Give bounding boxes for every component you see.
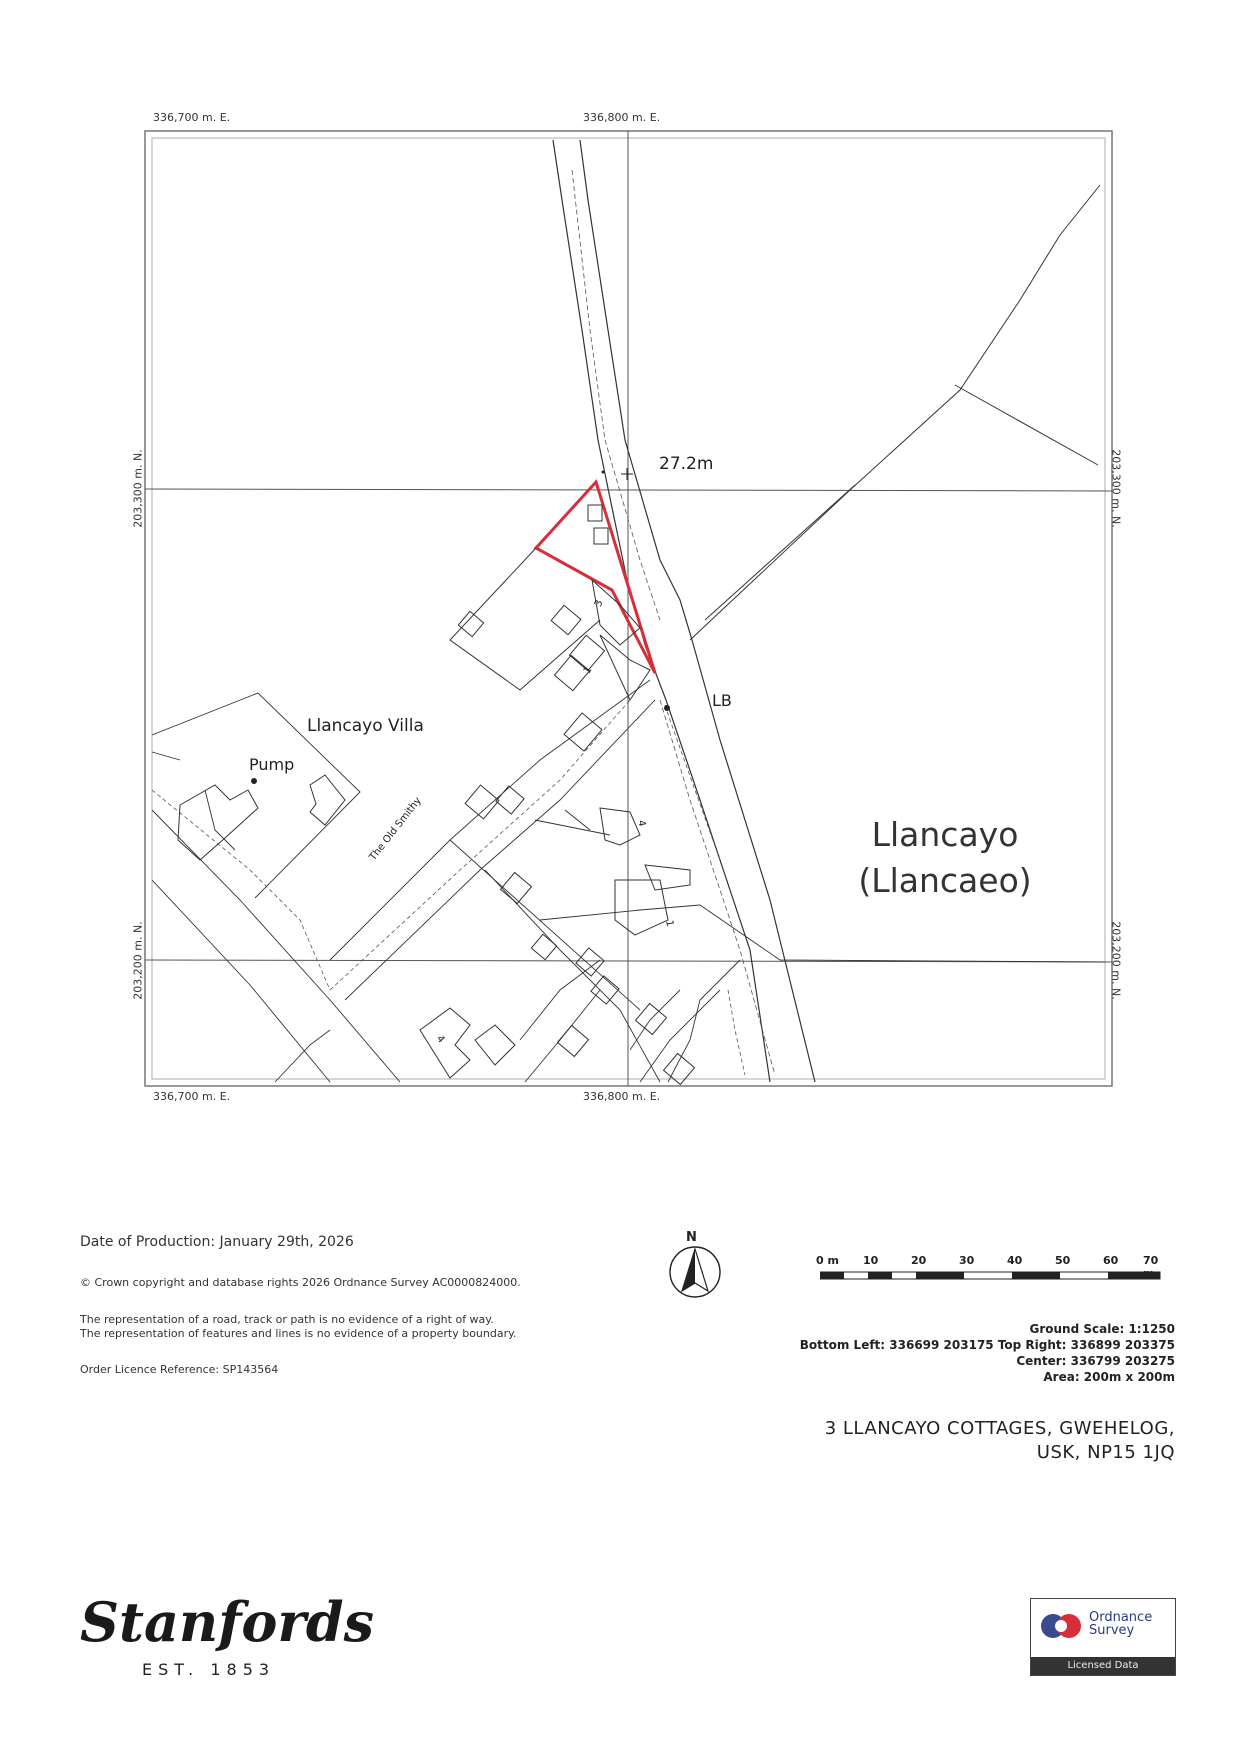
pump-label: Pump bbox=[249, 755, 295, 774]
ground-center: Center: 336799 203275 bbox=[1016, 1354, 1175, 1368]
scale-label-10: 10 bbox=[863, 1254, 879, 1267]
easting-bottom-2: 336,800 m. E. bbox=[583, 1090, 661, 1103]
villa-buildings bbox=[178, 775, 345, 860]
boundary-note: The representation of features and lines is no evidence of a property boundary. bbox=[80, 1327, 517, 1340]
northing-left-2: 203,200 m. N. bbox=[131, 921, 145, 1000]
easting-top-1: 336,700 m. E. bbox=[153, 111, 231, 124]
os-logo-icon bbox=[1039, 1611, 1083, 1641]
ground-scale: Ground Scale: 1:1250 bbox=[1029, 1322, 1175, 1336]
address-line2: USK, NP15 1JQ bbox=[1036, 1442, 1175, 1463]
villa-label: Llancayo Villa bbox=[307, 716, 424, 736]
scale-label-30: 30 bbox=[959, 1254, 975, 1267]
stanfords-logo: Stanfords bbox=[80, 1590, 375, 1654]
ground-area: Area: 200m x 200m bbox=[1043, 1370, 1175, 1384]
house-number-4b: 4 bbox=[433, 1033, 447, 1046]
place-name-line2: (Llancaeo) bbox=[858, 861, 1032, 900]
spot-height-cross bbox=[621, 468, 633, 480]
northing-right-2: 203,200 m. N. bbox=[1109, 921, 1123, 1000]
pump-marker bbox=[251, 778, 257, 784]
north-arrow-icon bbox=[668, 1245, 722, 1299]
spot-height-dot bbox=[602, 471, 605, 474]
northing-left-1: 203,300 m. N. bbox=[131, 449, 145, 528]
scale-label-60: 60 bbox=[1103, 1254, 1119, 1267]
property-address bbox=[700, 1417, 1175, 1465]
copyright-text: © Crown copyright and database rights 2026 Ordnance Survey AC0000824000. bbox=[80, 1276, 521, 1289]
easting-top-2: 336,800 m. E. bbox=[583, 111, 661, 124]
house-number-3: 3 bbox=[592, 598, 606, 609]
scale-label-50: 50 bbox=[1055, 1254, 1071, 1267]
ground-corners: Bottom Left: 336699 203175 Top Right: 336899 203375 bbox=[799, 1338, 1175, 1352]
place-name-line1: Llancayo bbox=[871, 815, 1019, 854]
spot-height-label: 27.2m bbox=[659, 454, 714, 474]
road-verge bbox=[572, 170, 775, 1075]
stanfords-est bbox=[142, 1660, 275, 1679]
licence-reference: Order Licence Reference: SP143564 bbox=[80, 1363, 279, 1376]
os-wordmark-line1: Ordnance bbox=[1089, 1610, 1153, 1625]
lb-marker bbox=[664, 705, 670, 711]
place-name bbox=[840, 812, 1050, 904]
northing-right-1: 203,300 m. N. bbox=[1109, 449, 1123, 528]
house-number-4a: 4 bbox=[635, 819, 648, 828]
house-number-1a: 1 bbox=[581, 664, 595, 677]
scale-label-40: 40 bbox=[1007, 1254, 1023, 1267]
scale-bar-graphic bbox=[820, 1268, 1165, 1280]
os-licensed-badge bbox=[1030, 1598, 1176, 1676]
north-label: N bbox=[686, 1230, 697, 1245]
dashed-paths bbox=[152, 700, 745, 1075]
house-number-1b: 1 bbox=[663, 919, 676, 928]
os-wordmark bbox=[1089, 1611, 1152, 1637]
stanfords-est-label: EST. bbox=[142, 1660, 200, 1679]
east-track bbox=[690, 185, 1100, 640]
os-licensed-label: Licensed Data bbox=[1031, 1657, 1175, 1675]
os-wordmark-line2: Survey bbox=[1089, 1623, 1135, 1638]
lb-label: LB bbox=[712, 691, 732, 710]
scale-label-70: 70 bbox=[1143, 1254, 1159, 1267]
address-line1: 3 LLANCAYO COTTAGES, GWEHELOG, bbox=[824, 1418, 1175, 1439]
production-date: Date of Production: January 29th, 2026 bbox=[80, 1234, 354, 1250]
ground-info bbox=[760, 1321, 1175, 1385]
property-boundary bbox=[536, 482, 655, 673]
smithy-label: The Old Smithy bbox=[367, 795, 424, 863]
scale-label-20: 20 bbox=[911, 1254, 927, 1267]
stanfords-est-year: 1853 bbox=[210, 1660, 276, 1679]
easting-bottom-1: 336,700 m. E. bbox=[153, 1090, 231, 1103]
buildings bbox=[420, 505, 694, 1084]
scale-label-0: 0 m bbox=[816, 1254, 839, 1267]
right-of-way-note: The representation of a road, track or path is no evidence of a right of way. bbox=[80, 1313, 494, 1326]
main-road bbox=[553, 140, 815, 1082]
